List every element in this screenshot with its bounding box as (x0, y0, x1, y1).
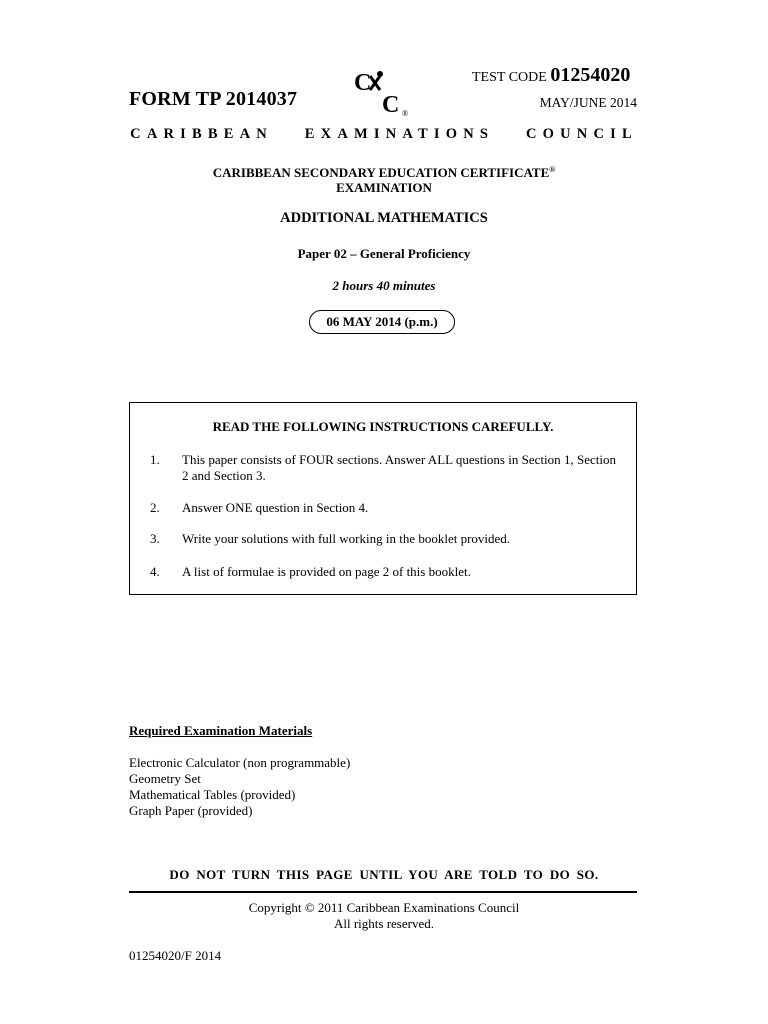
certificate-line1: CARIBBEAN SECONDARY EDUCATION CERTIFICATE (212, 165, 550, 180)
material-item: Graph Paper (provided) (129, 803, 253, 818)
instruction-text: Write your solutions with full working in the booklet provided. (182, 531, 511, 546)
instruction-number: 2. (150, 500, 160, 515)
do-not-turn-warning: DO NOT TURN THIS PAGE UNTIL YOU ARE TOLD TO DO SO. (169, 867, 599, 882)
form-code: FORM TP 2014037 (129, 88, 298, 110)
instruction-item (150, 531, 616, 547)
paper-title: Paper 02 – General Proficiency (297, 246, 471, 261)
cxc-logo (352, 68, 416, 118)
required-materials (129, 723, 350, 819)
logo-registered-mark: ® (402, 109, 409, 118)
instructions-title: READ THE FOLLOWING INSTRUCTIONS CAREFULLY. (212, 419, 554, 434)
horizontal-rule (129, 891, 637, 893)
certificate-line2: EXAMINATION (336, 180, 432, 195)
certificate-title (0, 162, 768, 195)
instruction-item (150, 500, 616, 516)
material-item: Mathematical Tables (provided) (129, 787, 296, 802)
svg-text:C: C (354, 70, 372, 96)
material-item: Geometry Set (129, 771, 201, 786)
materials-heading: Required Examination Materials (129, 723, 313, 738)
instruction-item (150, 452, 616, 483)
test-code (472, 64, 630, 87)
rights-line: All rights reserved. (333, 916, 434, 931)
council-name: CARIBBEAN EXAMINATIONS COUNCIL (130, 126, 638, 142)
test-code-label: TEST CODE (472, 70, 547, 85)
instruction-text: Answer ONE question in Section 4. (182, 500, 369, 515)
exam-date: 06 MAY 2014 (p.m.) (309, 310, 455, 334)
footer-code: 01254020/F 2014 (129, 948, 222, 963)
material-item: Electronic Calculator (non programmable) (129, 755, 351, 770)
copyright-line: Copyright © 2011 Caribbean Examinations Council (248, 900, 520, 915)
instructions-box (129, 402, 637, 595)
exam-session: MAY/JUNE 2014 (539, 95, 637, 110)
test-code-number: 01254020 (550, 64, 631, 86)
instruction-number: 3. (150, 531, 160, 546)
subject-title: ADDITIONAL MATHEMATICS (280, 210, 488, 226)
instruction-item (150, 564, 616, 580)
svg-text:C: C (382, 92, 400, 118)
certificate-registered-mark: ® (549, 165, 556, 174)
exam-duration: 2 hours 40 minutes (332, 278, 436, 293)
instruction-number: 4. (150, 564, 160, 579)
instruction-text: This paper consists of FOUR sections. Answer ALL questions in Section 1, Section 2 and Section 3. (182, 452, 616, 483)
instruction-text: A list of formulae is provided on page 2 of this booklet. (182, 564, 471, 579)
copyright-notice (0, 900, 768, 932)
instruction-number: 1. (150, 452, 160, 467)
